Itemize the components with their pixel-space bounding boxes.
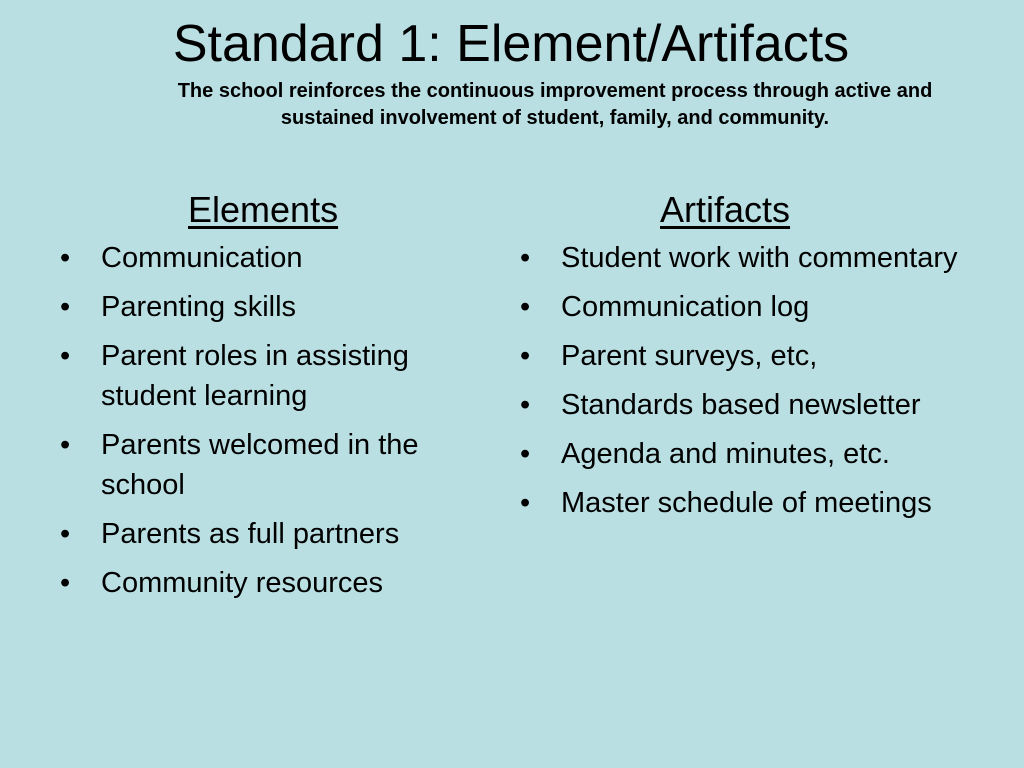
list-item <box>52 238 502 278</box>
list-item-text: Parenting skills <box>101 291 297 323</box>
list-item-text: Standards based newsletter <box>561 389 921 421</box>
list-item-text: Parent roles in assisting student learning <box>101 340 409 412</box>
elements-column <box>52 188 502 612</box>
slide-title <box>0 14 1024 74</box>
bullet-icon: • <box>60 567 71 599</box>
list-item <box>512 483 992 523</box>
slide-title-text: Standard 1: Element/Artifacts <box>172 15 850 73</box>
list-item <box>512 434 992 474</box>
list-item <box>52 287 502 327</box>
bullet-icon: • <box>60 518 71 550</box>
list-item-text: Parents as full partners <box>101 518 400 550</box>
bullet-icon: • <box>520 487 531 519</box>
list-item <box>52 425 502 505</box>
artifacts-heading: Artifacts <box>660 189 791 230</box>
list-item <box>512 238 992 278</box>
list-item-text: Agenda and minutes, etc. <box>561 438 890 470</box>
list-item-text: Master schedule of meetings <box>561 487 932 519</box>
list-item <box>512 385 992 425</box>
list-item <box>512 336 992 376</box>
bullet-icon: • <box>520 438 531 470</box>
elements-heading: Elements <box>188 189 339 230</box>
bullet-icon: • <box>520 242 531 274</box>
list-item <box>52 336 502 416</box>
list-item <box>512 287 992 327</box>
bullet-icon: • <box>60 429 71 461</box>
bullet-icon: • <box>520 291 531 323</box>
list-item-text: Communication <box>101 242 303 274</box>
bullet-icon: • <box>520 389 531 421</box>
artifacts-column <box>512 188 992 532</box>
list-item-text: Community resources <box>101 567 384 599</box>
bullet-icon: • <box>60 242 71 274</box>
bullet-icon: • <box>60 291 71 323</box>
list-item <box>52 514 502 554</box>
list-item-text: Communication log <box>561 291 810 323</box>
elements-list <box>52 238 502 603</box>
list-item <box>52 563 502 603</box>
slide-subtitle: The school reinforces the continuous improvement process through active and sustained involvement of student, family, and community. <box>177 80 933 129</box>
bullet-icon: • <box>520 340 531 372</box>
list-item-text: Student work with commentary <box>561 242 958 274</box>
artifacts-list <box>512 238 992 523</box>
list-item-text: Parent surveys, etc, <box>561 340 818 372</box>
bullet-icon: • <box>60 340 71 372</box>
list-item-text: Parents welcomed in the school <box>101 429 419 501</box>
